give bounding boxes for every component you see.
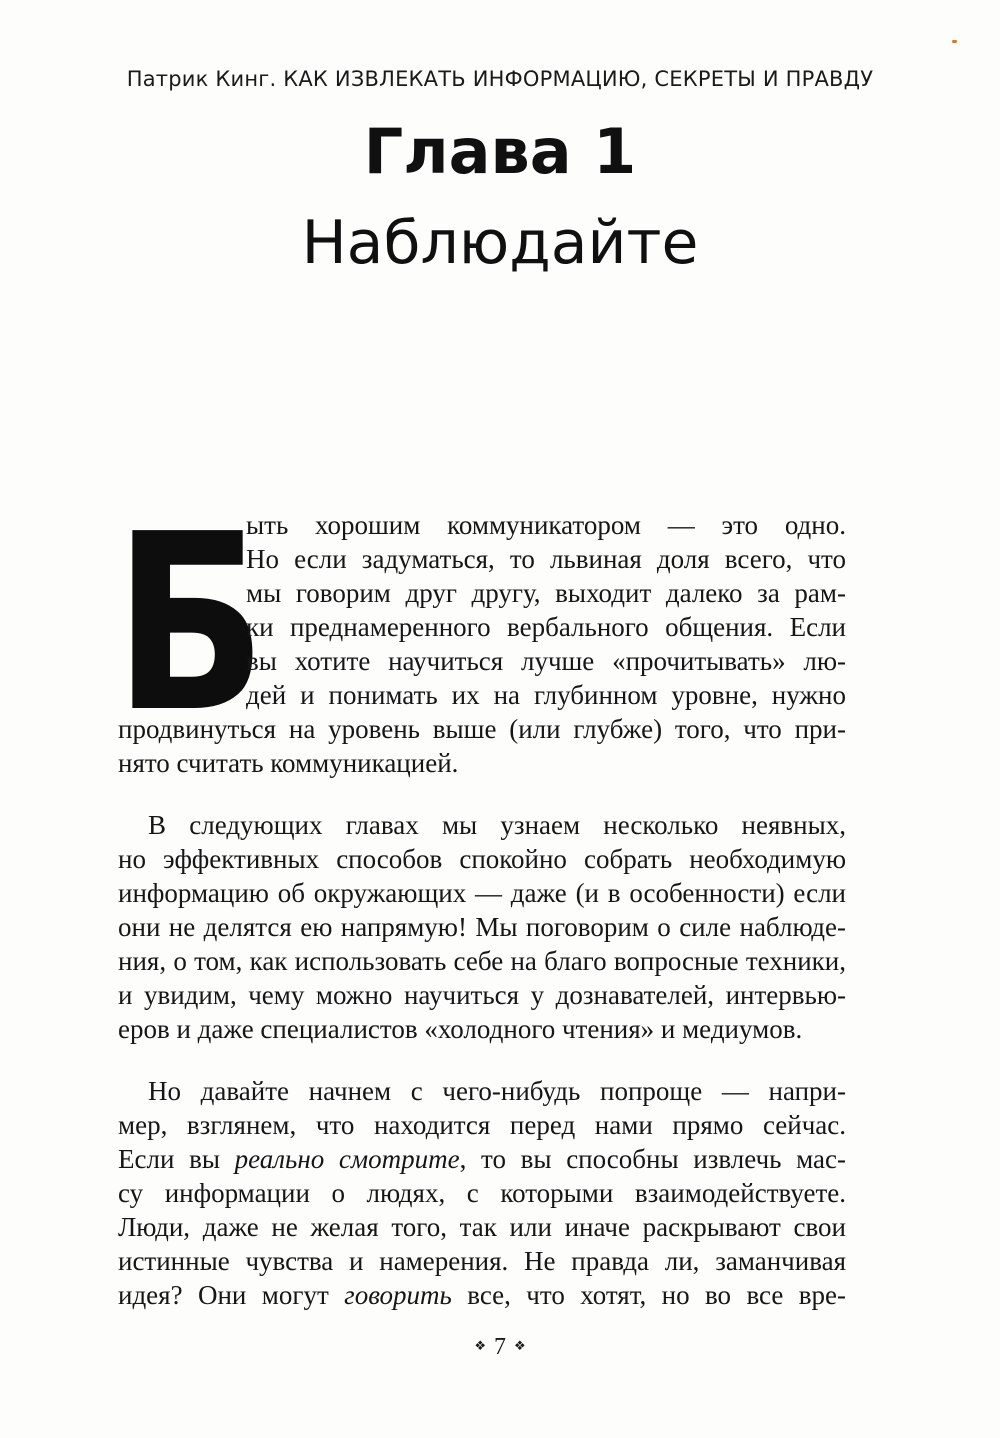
text-segment: , то вы способны извлечь мас- (459, 1144, 846, 1174)
text-line: истинные чувства и намерения. Не правда ли, заманчивая (118, 1246, 846, 1276)
text-line: но эффективных способов спокойно собрать необходимую (118, 844, 846, 874)
text-line: В следующих главах мы узнаем несколько неявных, (148, 810, 846, 840)
text-line: продвинуться на уровень выше (или глубже) того, что при- (118, 714, 846, 744)
text-line: и увидим, чему можно научиться у дознавателей, интервью- (118, 980, 846, 1010)
chapter-title: Наблюдайте (301, 208, 699, 278)
text-line: мы говорим друг другу, выходит далеко за рам- (246, 578, 846, 608)
paragraph-1 (246, 508, 846, 712)
page-footer (0, 1334, 1000, 1361)
text-line: они не делятся ею напрямую! Мы поговорим о силе наблюде- (118, 912, 846, 942)
paragraph-2 (118, 808, 846, 1046)
paragraph-1-continued (118, 712, 846, 780)
text-line: су информации о людях, с которыми взаимодействуете. (118, 1178, 846, 1208)
page-number: 7 (494, 1334, 506, 1360)
text-line: ки преднамеренного вербального общения. Если (246, 612, 846, 642)
paragraph-3 (118, 1074, 846, 1312)
text-line: еров и даже специалистов «холодного чтения» и медиумов. (118, 1014, 803, 1044)
text-line: Но если задуматься, то львиная доля всего, что (246, 544, 846, 574)
drop-cap: Б (114, 482, 267, 766)
text-line: вы хотите научиться лучше «прочитывать» лю- (246, 646, 846, 676)
text-line: Но давайте начнем с чего-нибудь попроще — напри- (148, 1076, 846, 1106)
text-line: информацию об окружающих — даже (и в особенности) если (118, 878, 846, 908)
chapter-number: Глава 1 (363, 115, 637, 188)
text-line: ния, о том, как использовать себе на благо вопросные техники, (118, 946, 846, 976)
text-line (118, 1278, 846, 1312)
ornament-icon: ❖ (514, 1338, 526, 1354)
text-line: мер, взглянем, что находится перед нами прямо сейчас. (118, 1110, 846, 1140)
text-segment: Если вы (118, 1144, 235, 1174)
ornament-icon: ❖ (474, 1338, 486, 1354)
emphasis: реально смотрите (234, 1144, 460, 1174)
text-segment: идея? Они могут (118, 1280, 345, 1310)
emphasis: говорить (344, 1280, 452, 1310)
text-line (118, 1142, 846, 1176)
text-line: нято считать коммуникацией. (118, 748, 459, 778)
text-line: Люди, даже не желая того, так или иначе раскрывают свои (118, 1212, 846, 1242)
text-line: ыть хорошим коммуникатором — это одно. (246, 510, 846, 540)
running-header: Патрик Кинг. КАК ИЗВЛЕКАТЬ ИНФОРМАЦИЮ, СЕКРЕТЫ И ПРАВДУ (126, 67, 874, 91)
text-segment: все, что хотят, но во все вре- (451, 1280, 846, 1310)
print-mark (952, 40, 957, 43)
text-line: дей и понимать их на глубинном уровне, нужно (246, 680, 846, 710)
